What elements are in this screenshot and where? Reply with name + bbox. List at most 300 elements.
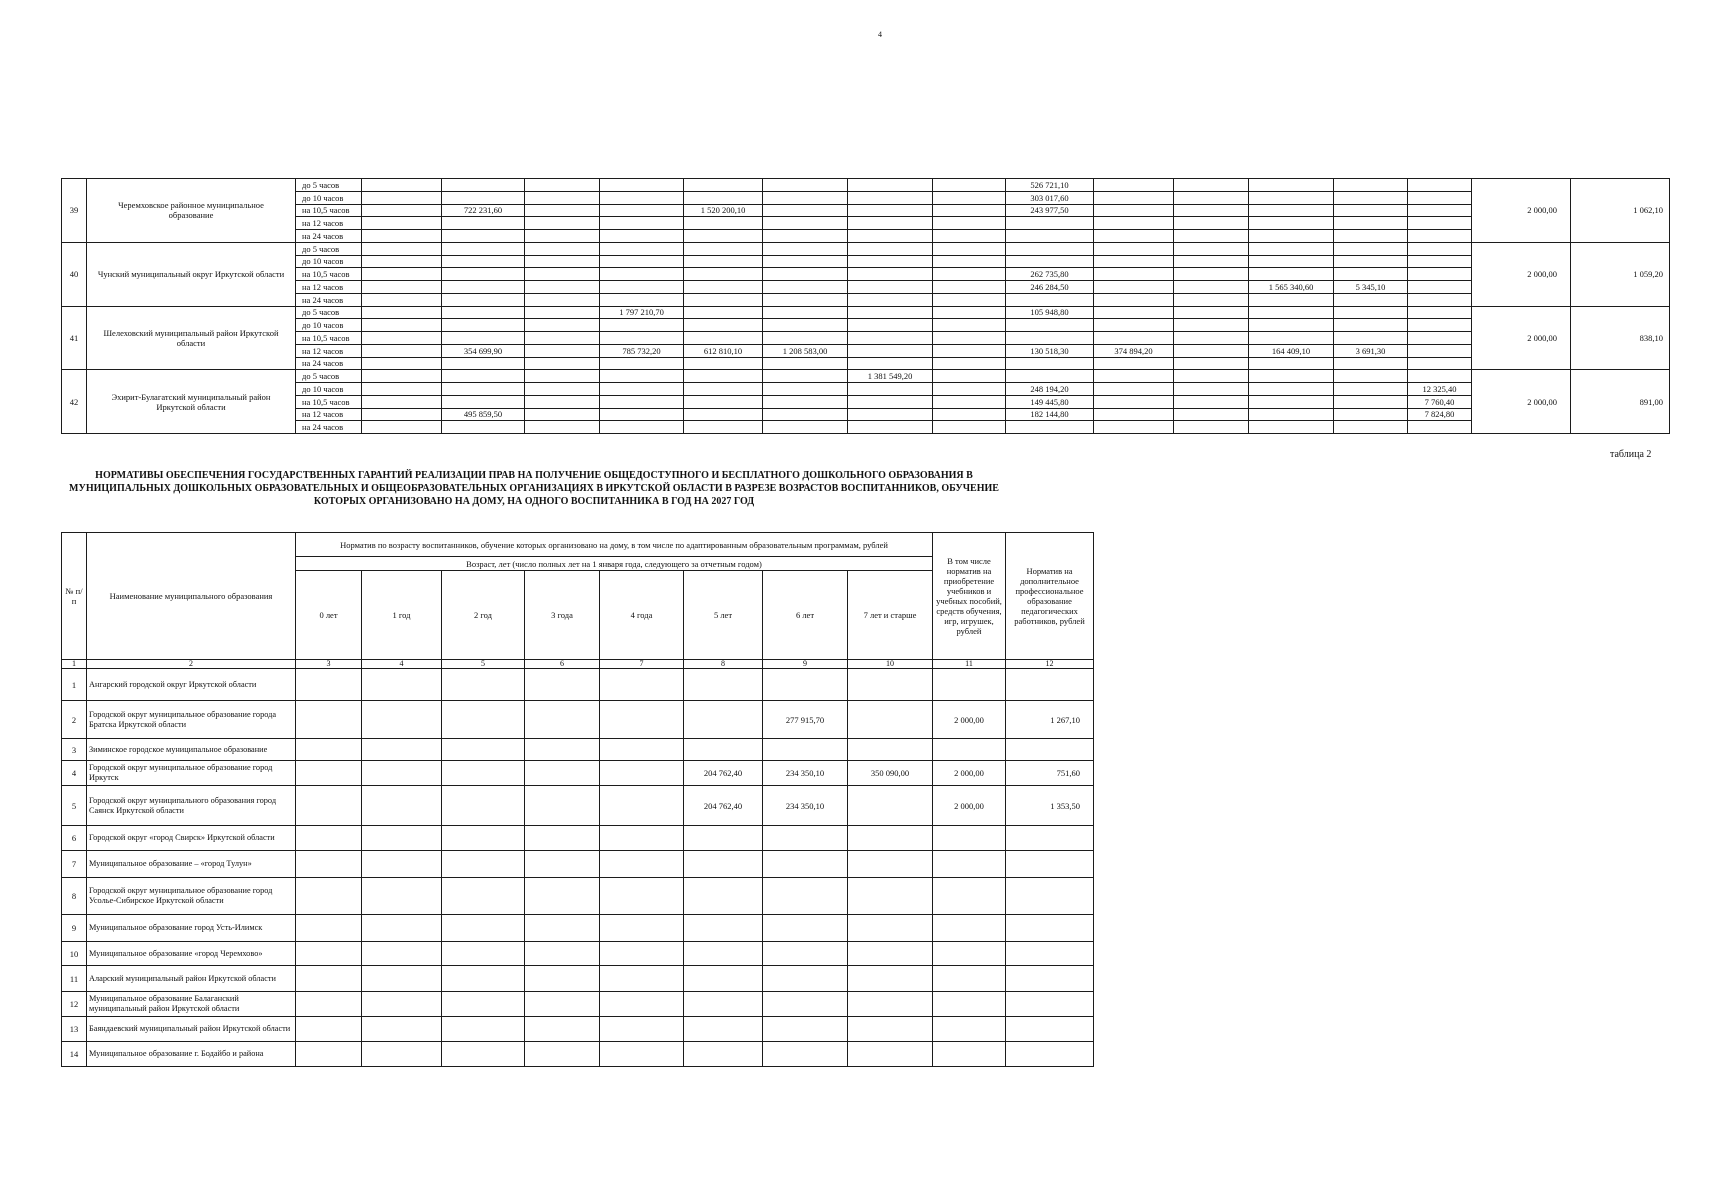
value-cell — [362, 878, 442, 915]
municipality-name: Городской округ муниципальное образование город Иркутск — [87, 761, 296, 786]
municipality-name: Баяндаевский муниципальный район Иркутской области — [87, 1017, 296, 1042]
value-cell — [684, 179, 763, 192]
value-cell — [525, 701, 600, 739]
value-cell — [684, 281, 763, 294]
books-norm-value: 2 000,00 — [1472, 179, 1571, 243]
value-cell: 303 017,60 — [1006, 191, 1094, 204]
hours-label: до 5 часов — [296, 370, 362, 383]
value-cell: 164 409,10 — [1249, 344, 1334, 357]
value-cell — [763, 942, 848, 966]
value-cell — [763, 204, 848, 217]
value-cell — [1006, 319, 1094, 332]
column-number: 6 — [525, 660, 600, 669]
municipality-name: Городской округ муниципальное образование город Усолье-Сибирское Иркутской области — [87, 878, 296, 915]
value-cell — [848, 383, 933, 396]
value-cell — [1334, 255, 1408, 268]
books-norm-value — [933, 669, 1006, 701]
value-cell — [1006, 217, 1094, 230]
value-cell — [1334, 408, 1408, 421]
value-cell — [848, 204, 933, 217]
value-cell — [296, 826, 362, 851]
table-row — [62, 761, 1094, 786]
value-cell — [362, 344, 442, 357]
value-cell — [442, 191, 525, 204]
value-cell — [442, 826, 525, 851]
value-cell — [1408, 179, 1472, 192]
value-cell — [600, 761, 684, 786]
value-cell: 1 208 583,00 — [763, 344, 848, 357]
table-row — [62, 966, 1094, 992]
value-cell — [600, 268, 684, 281]
value-cell — [525, 191, 600, 204]
value-cell — [525, 1042, 600, 1067]
value-cell — [763, 1042, 848, 1067]
value-cell — [525, 421, 600, 434]
value-cell — [525, 966, 600, 992]
value-cell: 354 699,90 — [442, 344, 525, 357]
value-cell — [1174, 179, 1249, 192]
value-cell — [525, 395, 600, 408]
books-norm-value — [933, 1017, 1006, 1042]
value-cell — [763, 966, 848, 992]
table-row — [62, 786, 1094, 826]
value-cell: 204 762,40 — [684, 761, 763, 786]
value-cell — [525, 332, 600, 345]
value-cell — [600, 669, 684, 701]
value-cell — [1094, 319, 1174, 332]
value-cell — [1094, 230, 1174, 243]
professional-norm-value — [1006, 992, 1094, 1017]
value-cell — [848, 281, 933, 294]
value-cell — [442, 268, 525, 281]
professional-norm-value — [1006, 966, 1094, 992]
value-cell — [442, 878, 525, 915]
header-age: 2 год — [442, 571, 525, 660]
value-cell — [1174, 306, 1249, 319]
value-cell — [600, 851, 684, 878]
value-cell — [442, 1017, 525, 1042]
value-cell — [933, 344, 1006, 357]
value-cell — [933, 421, 1006, 434]
value-cell — [525, 1017, 600, 1042]
value-cell — [1334, 306, 1408, 319]
professional-norm-value — [1006, 942, 1094, 966]
value-cell — [600, 992, 684, 1017]
column-number-row — [62, 660, 1094, 669]
value-cell: 234 350,10 — [763, 786, 848, 826]
value-cell — [1249, 421, 1334, 434]
value-cell — [600, 739, 684, 761]
value-cell — [1334, 217, 1408, 230]
table-row — [62, 281, 1670, 294]
professional-norm-value — [1006, 878, 1094, 915]
books-norm-value: 2 000,00 — [1472, 306, 1571, 370]
value-cell: 234 350,10 — [763, 761, 848, 786]
value-cell: 1 520 200,10 — [684, 204, 763, 217]
value-cell — [362, 319, 442, 332]
value-cell — [1006, 255, 1094, 268]
value-cell — [1006, 230, 1094, 243]
value-cell — [763, 357, 848, 370]
value-cell — [933, 306, 1006, 319]
value-cell — [525, 217, 600, 230]
header-age: 6 лет — [763, 571, 848, 660]
value-cell — [362, 786, 442, 826]
value-cell — [763, 739, 848, 761]
value-cell — [600, 942, 684, 966]
value-cell — [362, 293, 442, 306]
value-cell — [600, 701, 684, 739]
value-cell — [362, 915, 442, 942]
value-cell — [1174, 217, 1249, 230]
value-cell — [296, 915, 362, 942]
value-cell — [1408, 370, 1472, 383]
page-number: 4 — [878, 30, 882, 39]
value-cell — [600, 383, 684, 396]
value-cell — [600, 826, 684, 851]
value-cell — [763, 851, 848, 878]
value-cell: 5 345,10 — [1334, 281, 1408, 294]
municipality-name: Муниципальное образование – «город Тулун» — [87, 851, 296, 878]
value-cell — [1174, 344, 1249, 357]
value-cell — [1094, 383, 1174, 396]
header-age: 3 года — [525, 571, 600, 660]
table-row — [62, 179, 1670, 192]
table-row — [62, 191, 1670, 204]
value-cell — [684, 217, 763, 230]
value-cell — [362, 383, 442, 396]
row-number: 10 — [62, 942, 87, 966]
hours-label: до 5 часов — [296, 179, 362, 192]
value-cell — [362, 701, 442, 739]
value-cell — [763, 255, 848, 268]
value-cell — [763, 306, 848, 319]
title-line: НОРМАТИВЫ ОБЕСПЕЧЕНИЯ ГОСУДАРСТВЕННЫХ ГАРАНТИЙ РЕАЛИЗАЦИИ ПРАВ НА ПОЛУЧЕНИЕ ОБЩЕДОСТУПНОГО И БЕСПЛАТНОГО ДОШКОЛЬНОГО ОБРАЗОВАНИЯ В — [95, 470, 973, 481]
value-cell: 12 325,40 — [1408, 383, 1472, 396]
value-cell — [525, 293, 600, 306]
value-cell — [600, 966, 684, 992]
value-cell — [296, 1017, 362, 1042]
value-cell — [1334, 242, 1408, 255]
value-cell — [525, 230, 600, 243]
value-cell — [600, 878, 684, 915]
value-cell — [848, 217, 933, 230]
row-number: 7 — [62, 851, 87, 878]
value-cell — [442, 255, 525, 268]
title-line: МУНИЦИПАЛЬНЫХ ДОШКОЛЬНЫХ ОБРАЗОВАТЕЛЬНЫХ И ОБЩЕОБРАЗОВАТЕЛЬНЫХ ОРГАНИЗАЦИЯХ В ИРКУТСКОЙ ОБЛАСТИ В РАЗРЕЗЕ ВОЗРАСТОВ ВОСПИТАННИКОВ, ОБУЧЕНИЕ — [69, 483, 999, 494]
value-cell — [600, 281, 684, 294]
value-cell — [525, 942, 600, 966]
value-cell — [848, 408, 933, 421]
value-cell — [525, 878, 600, 915]
value-cell — [1408, 293, 1472, 306]
value-cell — [763, 408, 848, 421]
value-cell — [600, 421, 684, 434]
table-row — [62, 383, 1670, 396]
value-cell — [933, 242, 1006, 255]
value-cell — [600, 1017, 684, 1042]
value-cell — [1006, 293, 1094, 306]
value-cell — [1094, 421, 1174, 434]
value-cell — [525, 370, 600, 383]
value-cell — [1006, 357, 1094, 370]
value-cell: 130 518,30 — [1006, 344, 1094, 357]
row-number: 3 — [62, 739, 87, 761]
professional-norm-value — [1006, 739, 1094, 761]
value-cell — [1174, 242, 1249, 255]
value-cell — [442, 739, 525, 761]
municipality-name: Эхирит-Булагатский муниципальный район Иркутской области — [87, 370, 296, 434]
value-cell — [763, 370, 848, 383]
value-cell — [525, 739, 600, 761]
value-cell — [442, 966, 525, 992]
value-cell — [848, 306, 933, 319]
professional-norm-value: 1 062,10 — [1571, 179, 1670, 243]
row-number: 5 — [62, 786, 87, 826]
books-norm-value — [933, 851, 1006, 878]
value-cell — [1408, 268, 1472, 281]
professional-norm-value: 838,10 — [1571, 306, 1670, 370]
value-cell: 277 915,70 — [763, 701, 848, 739]
hours-label: до 10 часов — [296, 319, 362, 332]
value-cell — [1094, 357, 1174, 370]
value-cell — [1249, 204, 1334, 217]
row-number: 39 — [62, 179, 87, 243]
professional-norm-value — [1006, 915, 1094, 942]
value-cell — [684, 669, 763, 701]
value-cell — [525, 319, 600, 332]
value-cell — [1006, 421, 1094, 434]
value-cell — [442, 701, 525, 739]
value-cell — [525, 357, 600, 370]
professional-norm-value — [1006, 1042, 1094, 1067]
value-cell — [362, 357, 442, 370]
table-row — [62, 408, 1670, 421]
value-cell — [600, 395, 684, 408]
value-cell — [600, 230, 684, 243]
value-cell — [525, 268, 600, 281]
row-number: 13 — [62, 1017, 87, 1042]
books-norm-value: 2 000,00 — [1472, 242, 1571, 306]
value-cell — [848, 395, 933, 408]
header-professional-norm: Норматив на дополнительное профессиональное образование педагогических работников, рублей — [1006, 533, 1094, 660]
value-cell — [1006, 370, 1094, 383]
value-cell — [848, 942, 933, 966]
value-cell — [933, 230, 1006, 243]
table-row — [62, 878, 1094, 915]
table-row — [62, 242, 1670, 255]
value-cell — [1334, 332, 1408, 345]
value-cell — [442, 761, 525, 786]
value-cell — [442, 669, 525, 701]
table-row — [62, 992, 1094, 1017]
value-cell — [684, 306, 763, 319]
value-cell — [442, 915, 525, 942]
value-cell — [1334, 293, 1408, 306]
value-cell — [1094, 204, 1174, 217]
value-cell — [442, 281, 525, 294]
value-cell — [933, 255, 1006, 268]
hours-label: на 24 часов — [296, 230, 362, 243]
column-number: 9 — [763, 660, 848, 669]
value-cell — [296, 701, 362, 739]
value-cell — [1408, 255, 1472, 268]
row-number: 1 — [62, 669, 87, 701]
table-row — [62, 255, 1670, 268]
value-cell — [1174, 319, 1249, 332]
value-cell: 3 691,30 — [1334, 344, 1408, 357]
value-cell — [684, 408, 763, 421]
value-cell — [848, 1042, 933, 1067]
hours-label: на 12 часов — [296, 281, 362, 294]
column-number: 5 — [442, 660, 525, 669]
value-cell — [1408, 332, 1472, 345]
value-cell — [933, 204, 1006, 217]
value-cell — [763, 191, 848, 204]
value-cell: 204 762,40 — [684, 786, 763, 826]
value-cell — [1094, 408, 1174, 421]
books-norm-value — [933, 966, 1006, 992]
value-cell — [296, 992, 362, 1017]
value-cell — [1249, 293, 1334, 306]
value-cell: 7 760,40 — [1408, 395, 1472, 408]
value-cell — [442, 179, 525, 192]
value-cell — [933, 179, 1006, 192]
hours-label: до 5 часов — [296, 306, 362, 319]
municipality-name: Городской округ муниципального образования город Саянск Иркутской области — [87, 786, 296, 826]
row-number: 41 — [62, 306, 87, 370]
row-number: 4 — [62, 761, 87, 786]
value-cell: 374 894,20 — [1094, 344, 1174, 357]
value-cell — [296, 966, 362, 992]
table-row — [62, 851, 1094, 878]
value-cell — [1094, 242, 1174, 255]
value-cell — [1174, 255, 1249, 268]
value-cell — [1334, 204, 1408, 217]
table-row — [62, 332, 1670, 345]
row-number: 8 — [62, 878, 87, 915]
value-cell — [848, 293, 933, 306]
value-cell — [1094, 217, 1174, 230]
books-norm-value: 2 000,00 — [933, 701, 1006, 739]
value-cell — [1174, 293, 1249, 306]
books-norm-value — [933, 915, 1006, 942]
value-cell — [600, 255, 684, 268]
value-cell — [1249, 319, 1334, 332]
value-cell — [362, 281, 442, 294]
value-cell — [684, 242, 763, 255]
value-cell — [1334, 230, 1408, 243]
column-number: 3 — [296, 660, 362, 669]
value-cell — [525, 179, 600, 192]
column-number: 1 — [62, 660, 87, 669]
value-cell — [362, 669, 442, 701]
value-cell — [848, 915, 933, 942]
value-cell — [763, 1017, 848, 1042]
municipality-name: Городской округ муниципальное образование города Братска Иркутской области — [87, 701, 296, 739]
table-row — [62, 395, 1670, 408]
value-cell: 7 824,80 — [1408, 408, 1472, 421]
value-cell — [1408, 357, 1472, 370]
table-row — [62, 230, 1670, 243]
value-cell: 722 231,60 — [442, 204, 525, 217]
value-cell — [848, 1017, 933, 1042]
hours-label: на 10,5 часов — [296, 395, 362, 408]
municipality-name: Ангарский городской округ Иркутской области — [87, 669, 296, 701]
column-number: 12 — [1006, 660, 1094, 669]
value-cell — [933, 332, 1006, 345]
books-norm-value — [933, 739, 1006, 761]
value-cell — [442, 306, 525, 319]
value-cell — [362, 1042, 442, 1067]
value-cell — [684, 395, 763, 408]
value-cell — [763, 242, 848, 255]
value-cell — [684, 332, 763, 345]
professional-norm-value: 1 267,10 — [1006, 701, 1094, 739]
value-cell — [684, 230, 763, 243]
value-cell — [684, 191, 763, 204]
books-norm-value — [933, 1042, 1006, 1067]
row-number: 2 — [62, 701, 87, 739]
value-cell: 248 194,20 — [1006, 383, 1094, 396]
table-row — [62, 826, 1094, 851]
value-cell — [600, 332, 684, 345]
value-cell — [525, 408, 600, 421]
value-cell — [1408, 281, 1472, 294]
hours-label: на 10,5 часов — [296, 204, 362, 217]
value-cell — [933, 293, 1006, 306]
value-cell — [763, 992, 848, 1017]
value-cell — [362, 268, 442, 281]
value-cell — [1249, 191, 1334, 204]
document-title — [64, 469, 1004, 508]
value-cell — [600, 191, 684, 204]
row-number: 12 — [62, 992, 87, 1017]
value-cell — [1174, 332, 1249, 345]
hours-label: до 10 часов — [296, 255, 362, 268]
value-cell — [1249, 242, 1334, 255]
value-cell — [763, 217, 848, 230]
value-cell — [933, 408, 1006, 421]
value-cell — [442, 332, 525, 345]
value-cell — [684, 370, 763, 383]
value-cell — [763, 281, 848, 294]
value-cell — [362, 179, 442, 192]
value-cell — [763, 826, 848, 851]
table-row — [62, 217, 1670, 230]
row-number: 11 — [62, 966, 87, 992]
column-number: 11 — [933, 660, 1006, 669]
value-cell — [296, 669, 362, 701]
hours-label: на 12 часов — [296, 408, 362, 421]
value-cell: 1 381 549,20 — [848, 370, 933, 383]
column-number: 7 — [600, 660, 684, 669]
header-age: 5 лет — [684, 571, 763, 660]
value-cell — [848, 966, 933, 992]
value-cell — [684, 739, 763, 761]
value-cell — [1408, 319, 1472, 332]
table-row — [62, 306, 1670, 319]
value-cell — [296, 1042, 362, 1067]
value-cell — [848, 191, 933, 204]
value-cell — [1249, 395, 1334, 408]
value-cell — [763, 915, 848, 942]
value-cell — [1249, 408, 1334, 421]
value-cell — [1408, 421, 1472, 434]
value-cell — [525, 992, 600, 1017]
professional-norm-value: 1 353,50 — [1006, 786, 1094, 826]
value-cell — [684, 701, 763, 739]
